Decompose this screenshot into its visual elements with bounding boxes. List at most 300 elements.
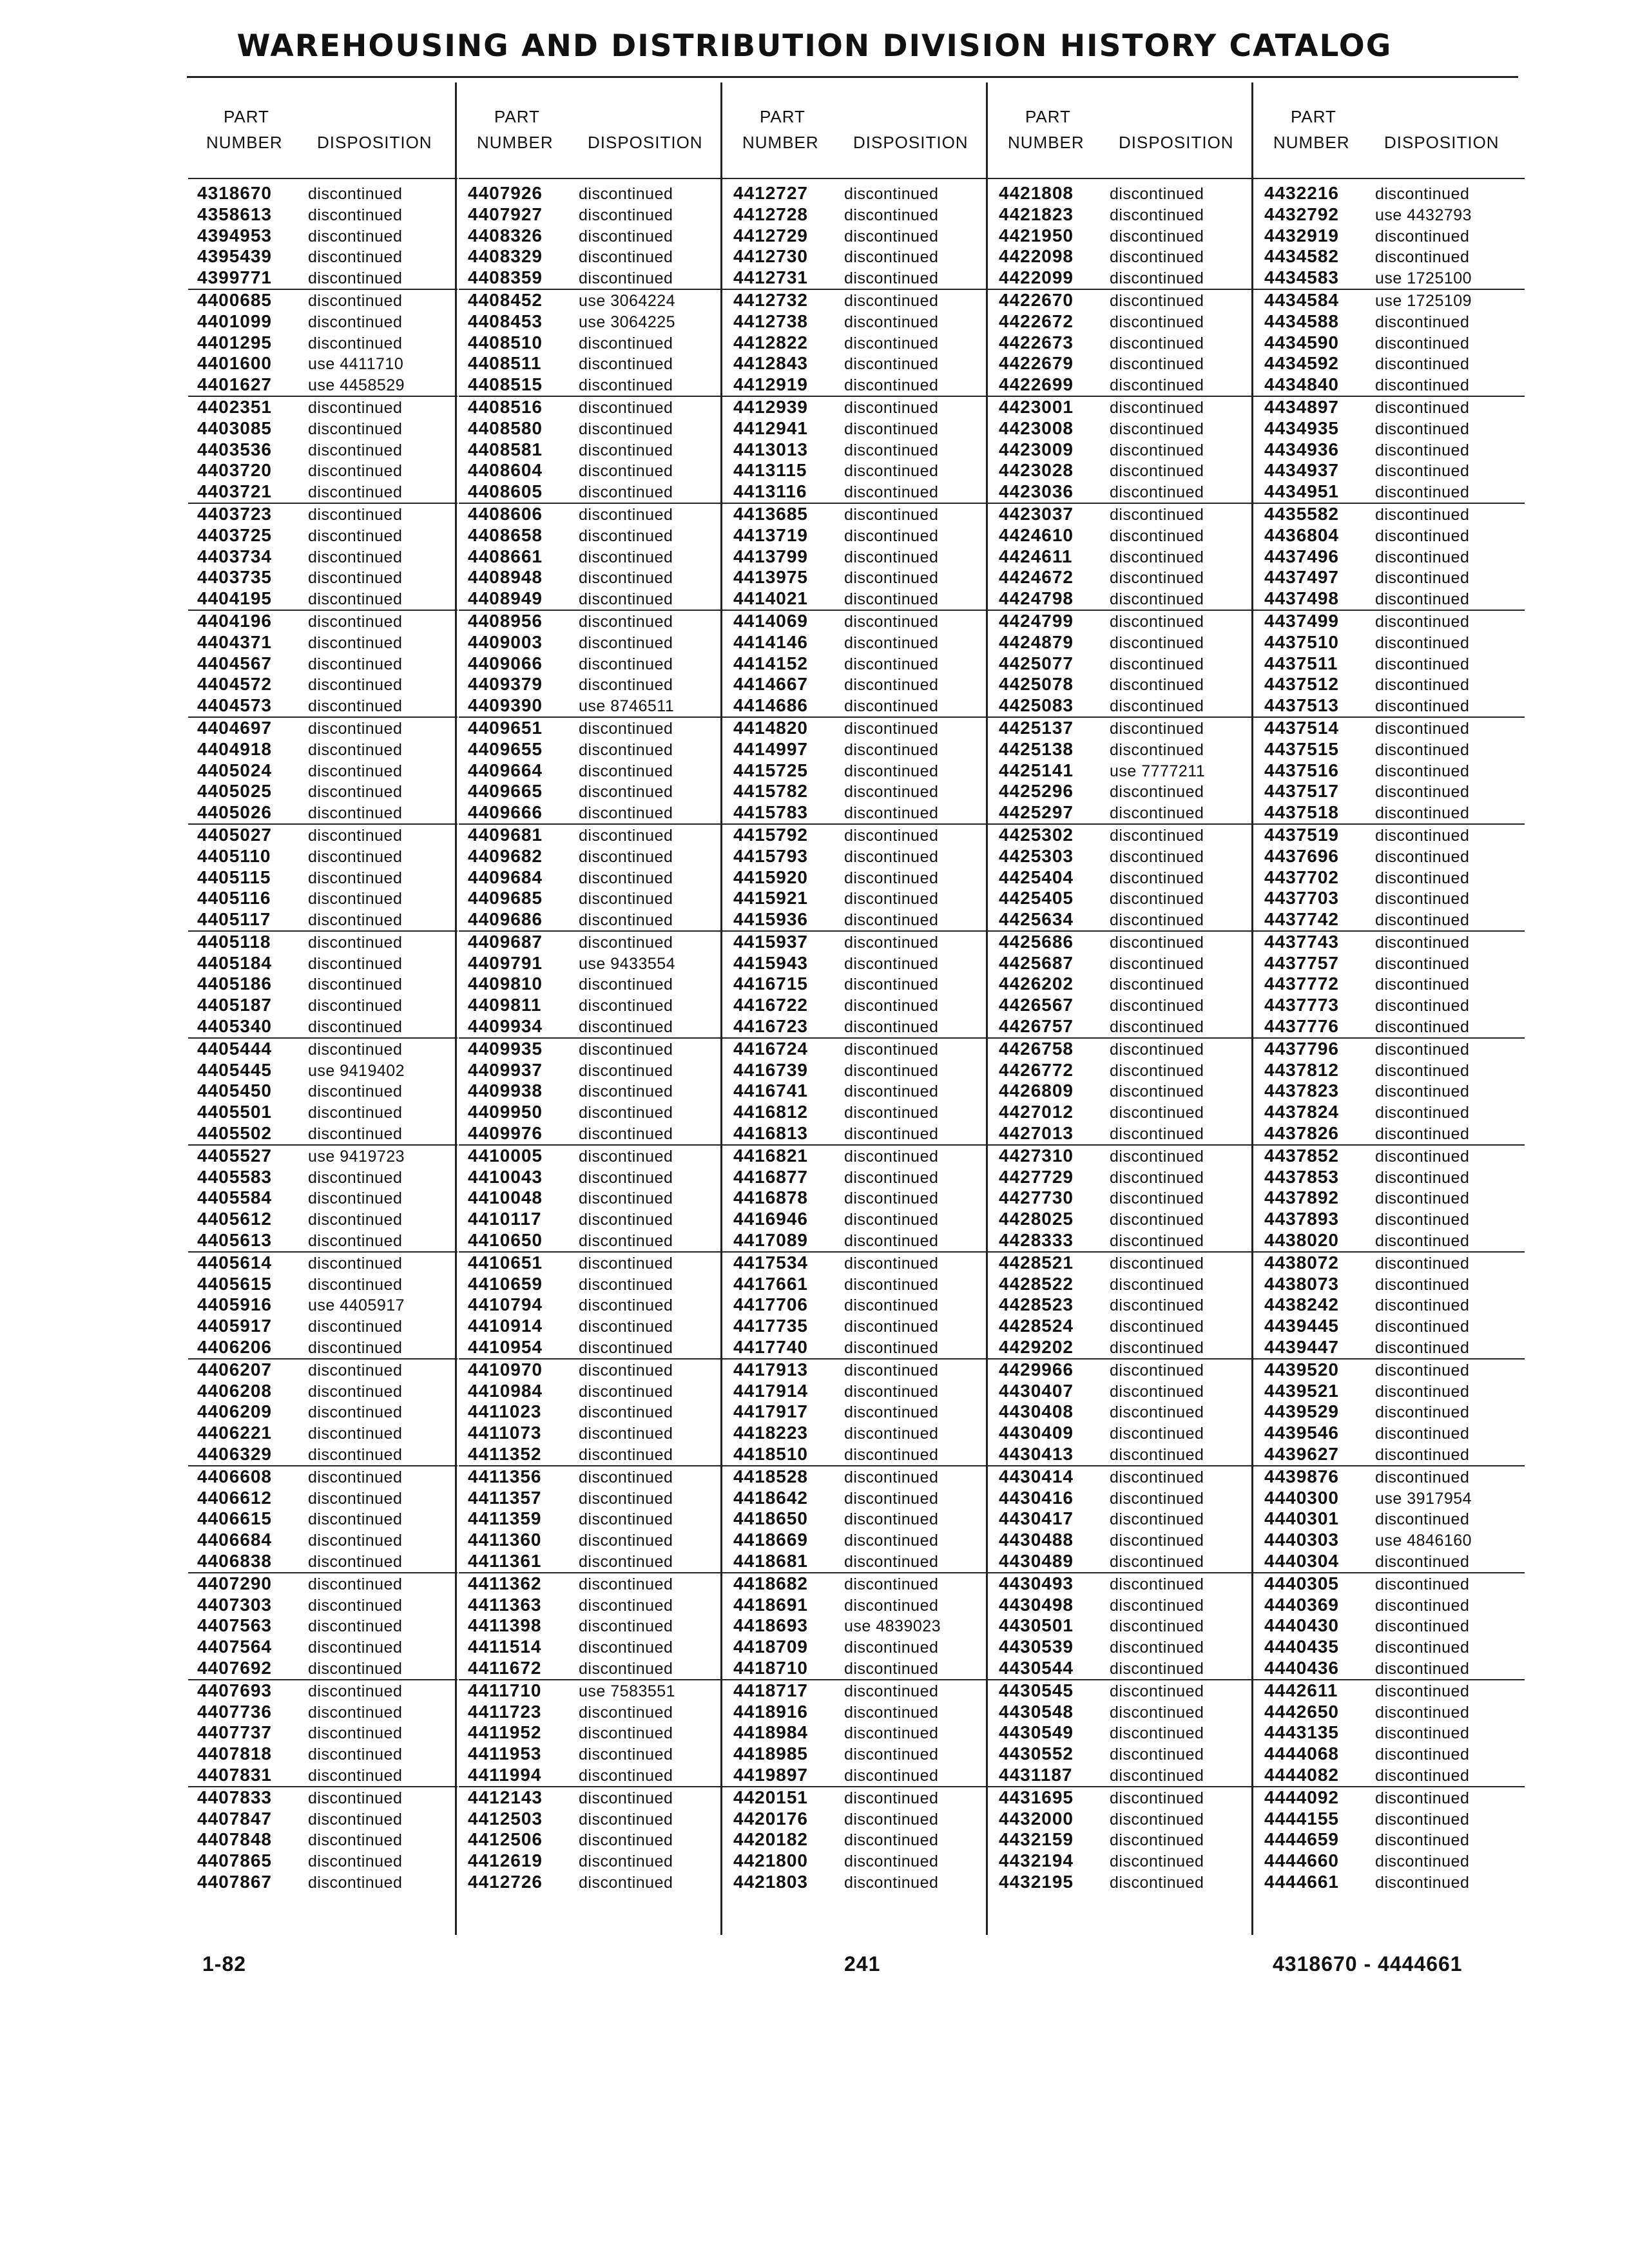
disposition: discontinued [1110,376,1204,395]
disposition: discontinued [844,1766,939,1785]
disposition: discontinued [844,1468,939,1486]
catalog-row [188,1316,458,1337]
catalog-row [188,1850,458,1872]
disposition: discontinued [308,1766,403,1785]
catalog-column [459,82,728,1893]
disposition: discontinued [579,612,673,631]
catalog-row [990,888,1259,909]
column-header [188,82,458,183]
part-number: 4420182 [733,1829,809,1850]
part-number: 4415921 [733,888,809,908]
disposition: discontinued [579,1617,673,1636]
part-number: 4415943 [733,952,809,973]
part-number: 4408604 [468,460,543,481]
part-number: 4423009 [999,439,1074,459]
catalog-row [990,1722,1259,1744]
disposition: discontinued [579,1596,673,1615]
disposition: discontinued [1375,355,1470,374]
catalog-row [459,632,728,653]
part-number: 4407303 [197,1594,273,1615]
part-number: 4406206 [197,1337,273,1358]
catalog-row [1255,525,1525,546]
disposition: discontinued [579,826,673,845]
part-number: 4404371 [197,631,273,652]
disposition: discontinued [1110,1682,1204,1700]
disposition: discontinued [844,483,939,502]
column-header [1255,82,1525,183]
part-number: 4439627 [1264,1444,1340,1465]
part-number: 4412727 [733,183,809,203]
part-number: 4418528 [733,1466,809,1486]
header-number-label: NUMBER [206,133,283,152]
catalog-row [188,1209,458,1230]
disposition: discontinued [579,227,673,245]
disposition: discontinued [1110,1082,1204,1101]
disposition: discontinued [308,483,403,502]
part-number: 4430488 [999,1530,1074,1550]
part-number: 4318670 [197,183,273,203]
part-number: 4408948 [468,567,543,588]
disposition: discontinued [579,206,673,224]
disposition: discontinued [844,911,939,930]
part-number: 4403536 [197,439,273,459]
catalog-row [459,204,728,226]
catalog-row [1255,481,1525,504]
catalog-row [1255,374,1525,397]
part-number: 4405024 [197,760,273,780]
part-number: 4412822 [733,332,809,352]
part-number: 4408658 [468,524,543,545]
part-number: 4432919 [1264,225,1340,245]
catalog-row [1255,311,1525,332]
disposition: discontinued [308,954,403,973]
part-number: 4426757 [999,1016,1074,1037]
catalog-row [188,183,458,204]
disposition: discontinued [844,933,939,952]
disposition: discontinued [579,1789,673,1807]
disposition: discontinued [1110,1339,1204,1358]
disposition: discontinued [579,1254,673,1273]
disposition: discontinued [844,719,939,738]
part-number: 4440369 [1264,1594,1340,1615]
part-number: 4437796 [1264,1038,1340,1059]
disposition: discontinued [844,269,939,288]
part-number: 4417913 [733,1359,809,1379]
part-number: 4409950 [468,1102,543,1122]
catalog-row [990,1809,1259,1830]
disposition: discontinued [1375,1382,1470,1401]
part-number: 4413685 [733,503,809,524]
disposition: discontinued [308,997,403,1015]
disposition: discontinued [844,1745,939,1764]
part-number: 4401295 [197,332,273,352]
catalog-row [990,953,1259,974]
part-number: 4405444 [197,1038,273,1059]
disposition: discontinued [1110,1061,1204,1080]
disposition: discontinued [1375,1018,1470,1037]
part-number: 4403725 [197,524,273,545]
catalog-row [459,1230,728,1253]
catalog-row [1255,439,1525,461]
catalog-row [1255,226,1525,247]
catalog-row [990,825,1259,846]
disposition: discontinued [579,762,673,780]
disposition: discontinued [1375,227,1470,245]
catalog-row [990,397,1259,418]
disposition: discontinued [1375,655,1470,673]
disposition: discontinued [1110,1724,1204,1743]
part-number: 4439447 [1264,1337,1340,1358]
disposition: discontinued [308,590,403,609]
disposition: discontinued [1375,548,1470,566]
part-number: 4408661 [468,546,543,566]
part-number: 4444092 [1264,1787,1340,1807]
disposition: discontinued [1375,1361,1470,1379]
part-number: 4432792 [1264,204,1340,224]
catalog-row [990,418,1259,439]
part-number: 4410914 [468,1316,543,1336]
catalog-row [724,204,994,226]
catalog-row [1255,1060,1525,1081]
catalog-row [459,1360,728,1381]
disposition: discontinued [844,1361,939,1379]
catalog-row [459,1253,728,1274]
disposition: discontinued [1375,1104,1470,1122]
disposition: use 7583551 [579,1682,676,1700]
part-number: 4418510 [733,1444,809,1465]
catalog-row [459,1466,728,1488]
catalog-row [1255,1209,1525,1230]
disposition: discontinued [308,505,403,524]
part-number: 4406684 [197,1530,273,1550]
disposition: discontinued [1375,826,1470,845]
catalog-row [724,1167,994,1188]
part-number: 4404573 [197,695,273,716]
catalog-row [724,1360,994,1381]
disposition: discontinued [579,1575,673,1593]
catalog-row [188,1016,458,1039]
disposition: discontinued [308,1125,403,1144]
part-number: 4409685 [468,888,543,908]
part-number: 4427730 [999,1187,1074,1208]
disposition: discontinued [1375,1318,1470,1336]
disposition: discontinued [844,1061,939,1080]
catalog-row [990,1274,1259,1295]
disposition: discontinued [844,1446,939,1465]
disposition: discontinued [844,1810,939,1829]
catalog-row [990,1744,1259,1765]
catalog-row [188,909,458,932]
part-number: 4423037 [999,503,1074,524]
disposition: discontinued [579,1766,673,1785]
disposition: discontinued [308,1703,403,1722]
part-number: 4408956 [468,610,543,631]
part-number: 4405115 [197,867,271,887]
catalog-row [459,226,728,247]
disposition: discontinued [1375,633,1470,652]
disposition: use 9433554 [579,954,676,973]
disposition: discontinued [308,633,403,652]
disposition: discontinued [579,933,673,952]
disposition: discontinued [1375,676,1470,695]
catalog-row [724,1637,994,1658]
disposition: discontinued [308,975,403,994]
part-number: 4434935 [1264,418,1340,438]
disposition: use 4458529 [308,376,405,395]
catalog-row [724,588,994,611]
part-number: 4405612 [197,1209,273,1229]
catalog-row [724,846,994,867]
disposition: discontinued [1110,1018,1204,1037]
disposition: discontinued [844,398,939,417]
part-number: 4400685 [197,289,273,310]
disposition: discontinued [844,1403,939,1422]
part-number: 4402351 [197,396,273,417]
disposition: discontinued [308,1040,403,1059]
part-number: 4407927 [468,204,543,224]
part-number: 4406221 [197,1423,273,1443]
catalog-row [724,267,994,290]
part-number: 4408511 [468,353,542,374]
disposition: discontinued [1110,1254,1204,1273]
catalog-row [1255,1637,1525,1658]
disposition: discontinued [579,1810,673,1829]
part-number: 4409934 [468,1016,543,1037]
catalog-row [990,1209,1259,1230]
disposition: discontinued [308,1659,403,1678]
catalog-row [1255,1316,1525,1337]
catalog-row [459,1337,728,1360]
disposition: discontinued [1375,590,1470,609]
part-number: 4440430 [1264,1615,1340,1636]
part-number: 4414021 [733,588,809,609]
disposition: discontinued [1110,1873,1204,1892]
disposition: discontinued [1375,398,1470,417]
catalog-row [724,1102,994,1123]
part-number: 4405916 [197,1294,273,1315]
catalog-row [724,1081,994,1102]
disposition: discontinued [1110,483,1204,502]
disposition: discontinued [1110,1275,1204,1294]
disposition: discontinued [579,1659,673,1678]
part-number: 4431695 [999,1787,1074,1807]
catalog-row [459,802,728,825]
part-number: 4405027 [197,824,273,845]
disposition: discontinued [1110,1468,1204,1486]
part-number: 4405118 [197,931,271,952]
disposition: discontinued [1110,697,1204,716]
catalog-row [459,1187,728,1209]
catalog-row [459,1530,728,1551]
disposition: discontinued [579,1510,673,1529]
disposition: discontinued [844,1254,939,1273]
disposition: discontinued [844,804,939,823]
catalog-row [1255,909,1525,932]
catalog-row [459,1872,728,1893]
part-number: 4437812 [1264,1059,1340,1080]
disposition: discontinued [1110,911,1204,930]
part-number: 4424611 [999,546,1073,566]
part-number: 4437515 [1264,738,1340,759]
part-number: 4434592 [1264,353,1340,374]
catalog-row [188,888,458,909]
catalog-row [1255,653,1525,675]
catalog-row [1255,1680,1525,1702]
catalog-row [990,267,1259,290]
part-number: 4438242 [1264,1294,1340,1315]
disposition: discontinued [844,590,939,609]
disposition: discontinued [1375,1703,1470,1722]
part-number: 4440436 [1264,1657,1340,1678]
disposition: discontinued [1110,1789,1204,1807]
catalog-row [724,397,994,418]
disposition: discontinued [1375,1211,1470,1229]
catalog-row [724,1765,994,1787]
disposition: discontinued [308,1425,403,1443]
part-number: 4411952 [468,1722,542,1743]
disposition: discontinued [308,1339,403,1358]
catalog-row [188,1060,458,1081]
catalog-row [990,846,1259,867]
catalog-row [1255,932,1525,953]
part-number: 4439521 [1264,1380,1340,1401]
catalog-row [724,525,994,546]
catalog-row [188,1658,458,1680]
part-number: 4416723 [733,1016,809,1037]
catalog-row [459,1146,728,1167]
catalog-row [1255,953,1525,974]
part-number: 4408329 [468,246,543,267]
catalog-row [724,888,994,909]
catalog-row [459,290,728,311]
part-number: 4430501 [999,1615,1074,1636]
disposition: discontinued [308,804,403,823]
part-number: 4437496 [1264,546,1340,566]
part-number: 4437499 [1264,610,1340,631]
catalog-row [459,1615,728,1637]
catalog-row [459,1595,728,1616]
catalog-row [188,332,458,354]
header-rule [1255,178,1525,179]
part-number: 4434588 [1264,311,1340,331]
part-number: 4434951 [1264,481,1340,502]
part-number: 4418691 [733,1594,809,1615]
catalog-row [1255,1488,1525,1509]
disposition: discontinued [579,1061,673,1080]
disposition: discontinued [844,697,939,716]
catalog-row [724,374,994,397]
disposition: discontinued [1110,441,1204,459]
catalog-row [724,1209,994,1230]
disposition: discontinued [308,1724,403,1743]
disposition: discontinued [1375,890,1470,908]
part-number: 4412738 [733,311,809,331]
catalog-row [459,267,728,290]
disposition: discontinued [1375,1789,1470,1807]
disposition: discontinued [1110,1168,1204,1187]
part-number: 4421950 [999,225,1074,245]
catalog-row [1255,1872,1525,1893]
part-number: 4411073 [468,1423,542,1443]
catalog-row [188,397,458,418]
disposition: discontinued [308,291,403,310]
catalog-row [1255,460,1525,481]
part-number: 4425083 [999,695,1074,716]
part-number: 4409066 [468,653,543,673]
part-number: 4407692 [197,1657,273,1678]
disposition: discontinued [308,655,403,673]
part-number: 4412941 [733,418,809,438]
catalog-row [1255,1787,1525,1809]
catalog-row [990,439,1259,461]
disposition: discontinued [844,1532,939,1550]
disposition: discontinued [1375,1873,1470,1892]
disposition: discontinued [1110,655,1204,673]
disposition: use 4839023 [844,1617,941,1636]
catalog-row [459,653,728,675]
disposition: discontinued [579,334,673,352]
catalog-row [1255,267,1525,290]
disposition: discontinued [1110,1425,1204,1443]
catalog-row [990,1680,1259,1702]
part-number: 4408580 [468,418,543,438]
part-number: 4444660 [1264,1850,1340,1871]
part-number: 4411994 [468,1764,542,1785]
disposition: discontinued [308,269,403,288]
part-number: 4407865 [197,1850,273,1871]
disposition: discontinued [844,419,939,438]
part-number: 4419897 [733,1764,809,1785]
catalog-row [1255,974,1525,995]
disposition: discontinued [1375,1575,1470,1593]
catalog-row [990,1658,1259,1680]
catalog-row [459,567,728,588]
disposition: discontinued [308,1639,403,1657]
disposition: discontinued [844,1682,939,1700]
disposition: discontinued [579,1489,673,1508]
disposition: discontinued [1110,612,1204,631]
part-number: 4412919 [733,374,809,395]
part-number: 4412726 [468,1871,543,1892]
disposition: discontinued [1375,1831,1470,1850]
part-number: 4439529 [1264,1401,1340,1422]
disposition: discontinued [844,227,939,245]
disposition: discontinued [308,206,403,224]
disposition: use 7777211 [1110,762,1206,780]
disposition: discontinued [1110,548,1204,566]
disposition: discontinued [844,505,939,524]
disposition: discontinued [1110,975,1204,994]
catalog-row [459,418,728,439]
disposition: discontinued [308,933,403,952]
disposition: discontinued [1110,1318,1204,1336]
disposition: discontinued [844,762,939,780]
part-number: 4403085 [197,418,273,438]
disposition: discontinued [1375,740,1470,759]
catalog-row [1255,1530,1525,1551]
part-number: 4426567 [999,995,1074,1015]
part-number: 4428522 [999,1273,1074,1294]
catalog-row [724,1809,994,1830]
disposition: discontinued [308,548,403,566]
catalog-row [459,332,728,354]
part-number: 4411352 [468,1444,542,1465]
disposition: discontinued [1375,462,1470,481]
catalog-row [990,1401,1259,1423]
part-number: 4408510 [468,332,543,352]
part-number: 4422679 [999,353,1074,374]
catalog-row [990,1765,1259,1787]
